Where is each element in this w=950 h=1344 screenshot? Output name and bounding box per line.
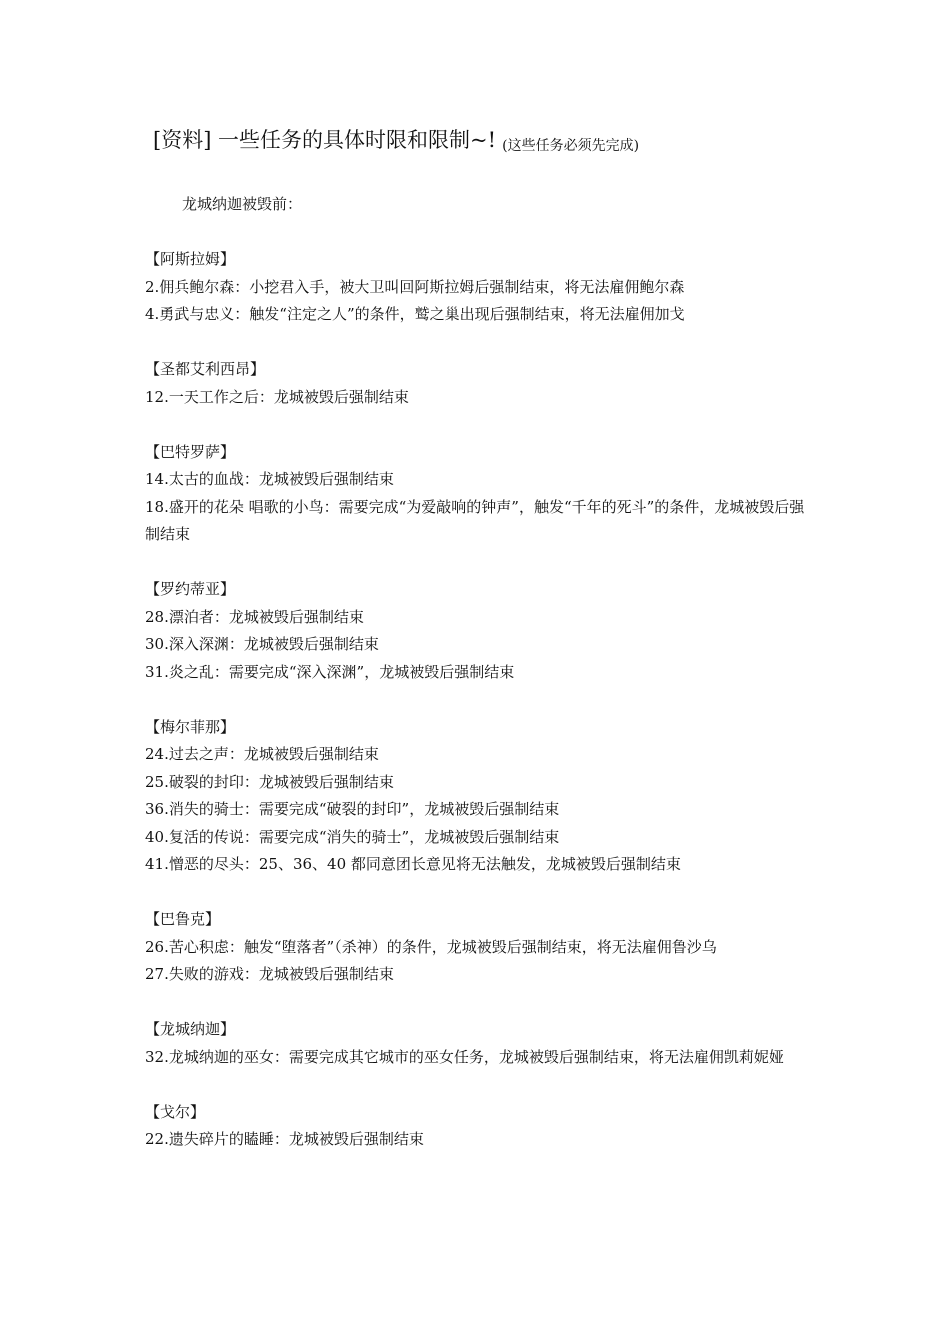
section-heading: 【戈尔】 (145, 1102, 206, 1121)
section-heading: 【阿斯拉姆】 (145, 250, 236, 268)
task-entry: 27.失败的游戏：龙城被毁后强制结束 (145, 965, 394, 983)
section-heading: 【巴特罗萨】 (145, 442, 236, 461)
task-entry: 28.漂泊者：龙城被毁后强制结束 (145, 607, 364, 626)
section-heading: 【龙城纳迦】 (145, 1020, 236, 1038)
task-entry: 12.一天工作之后：龙城被毁后强制结束 (145, 387, 409, 406)
intro-text: 龙城纳迦被毁前： (182, 195, 303, 213)
task-entry: 2.佣兵鲍尔森：小挖君入手，被大卫叫回阿斯拉姆后强制结束，将无法雇佣鲍尔森 (145, 277, 685, 296)
section-baruk (145, 906, 810, 989)
section-gor (145, 1099, 810, 1154)
section-heading: 【巴鲁克】 (145, 910, 221, 928)
task-entry: 40.复活的传说：需要完成“消失的骑士”，龙城被毁后强制结束 (145, 827, 560, 846)
task-entry: 26.苦心积虑：触发“堕落者”（杀神）的条件，龙城被毁后强制结束，将无法雇佣鲁沙乌 (145, 937, 717, 956)
section-asiram (145, 246, 810, 329)
task-entry: 22.遗失碎片的瞌睡：龙城被毁后强制结束 (145, 1130, 424, 1148)
task-entry: 4.勇武与忠义：触发“注定之人”的条件，鹫之巢出现后强制结束，将无法雇佣加戈 (145, 305, 685, 323)
section-heading: 【梅尔菲那】 (145, 717, 236, 736)
task-entry: 31.炎之乱：需要完成“深入深渊”，龙城被毁后强制结束 (145, 662, 515, 681)
task-entry: 30.深入深渊：龙城被毁后强制结束 (145, 635, 379, 653)
section-heading: 【罗约蒂亚】 (145, 580, 236, 598)
section-batrosa (145, 439, 810, 549)
section-heading: 【圣都艾利西昂】 (145, 360, 266, 378)
task-entry: 24.过去之声：龙城被毁后强制结束 (145, 745, 379, 763)
title-subtitle: (这些任务必须先完成) (502, 138, 640, 154)
section-elysion (145, 356, 810, 411)
task-entry: 25.破裂的封印：龙城被毁后强制结束 (145, 772, 394, 791)
section-royotia (145, 576, 810, 686)
task-entry: 36.消失的骑士：需要完成“破裂的封印”，龙城被毁后强制结束 (145, 800, 560, 818)
document-title (153, 124, 853, 154)
section-naga (145, 1016, 810, 1071)
section-melfina (145, 714, 810, 879)
task-list (145, 246, 810, 1181)
task-entry: 32.龙城纳迦的巫女：需要完成其它城市的巫女任务，龙城被毁后强制结束，将无法雇佣凯莉妮娅 (145, 1047, 784, 1066)
task-entry: 18.盛开的花朵 唱歌的小鸟：需要完成“为爱敲响的钟声”，触发“千年的死斗”的条件，龙城被毁后强制结束 (145, 497, 805, 543)
title-main: [资料] 一些任务的具体时限和限制~! (153, 128, 497, 152)
task-entry: 41.憎恶的尽头：25、36、40 都同意团长意见将无法触发，龙城被毁后强制结束 (145, 855, 681, 873)
task-entry: 14.太古的血战：龙城被毁后强制结束 (145, 470, 394, 488)
